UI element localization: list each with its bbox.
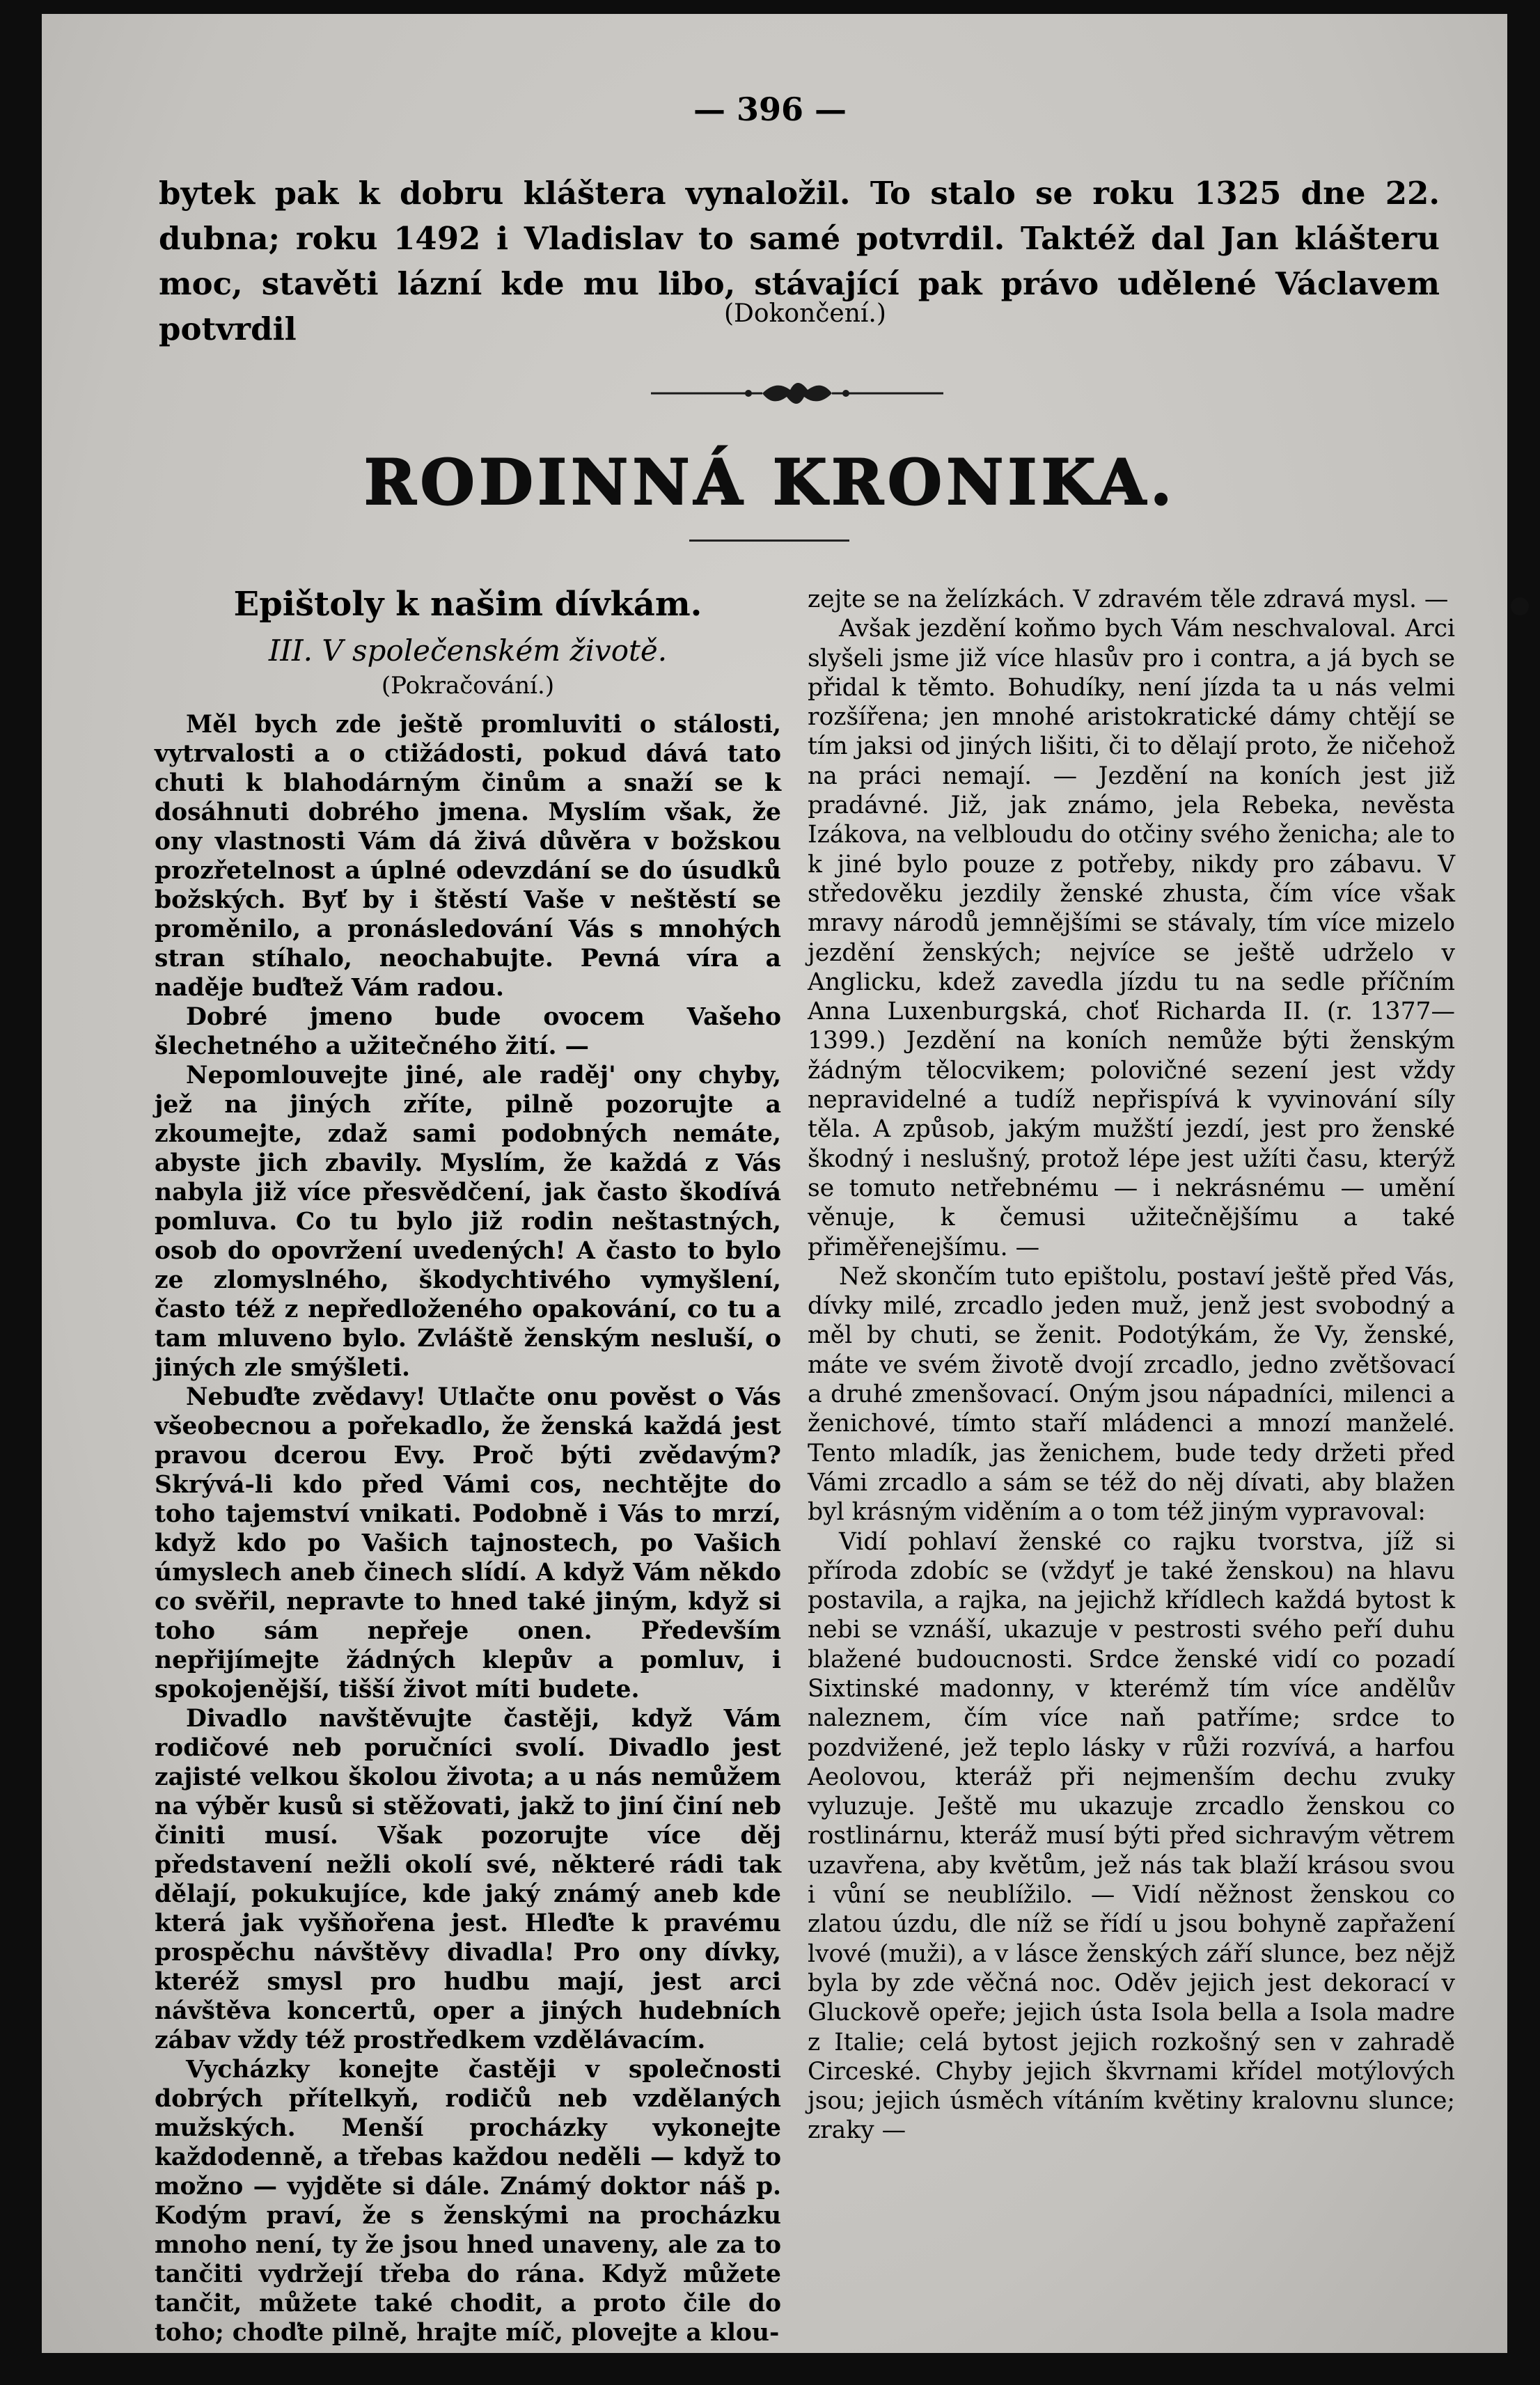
paragraph: Dobré jmeno bude ovocem Vašeho šlechetného a užitečného žití. —	[155, 1003, 781, 1060]
paragraph: Vidí pohlaví ženské co rajku tvorstva, jíž si příroda zdobíc se (vždyť je také ženskou) na hlavu postavila, a rajka, na jejichž křídlech každá bytost k nebi se vznáší, ukazuje v pestrosti svého peří duhu blažené budoucnosti. Srdce ženské vidí co pozadí Sixtinské madonny, v kterémž tím více andělův naleznem, čím více naň patříme; srdce to pozdvižené, jež teplo lásky v růži rozvívá, a harfou Aeolovou, kteráž při nejmenším dechu zvuky vyluzuje. Ještě mu ukazuje zrcadlo ženskou co rostlinárnu, kteráž musí býti před sichravým větrem uzavřena, aby květům, jež nás tak blaží krásou svou i vůní se neublížilo. — Vidí něžnost ženskou co zlatou úzdu, dle níž se řídí u jsou bohyně zapřažení lvové (muži), a v lásce ženských září slunce, bez nějž byla by zde věčná noc. Oděv jejich jest dekorací v Gluckově opeře; jejich ústa Isola bella a Isola madre z Italie; celá bytost jejich rozkošný sen v zahradě Circeské. Chyby jejich škvrnami křídel motýlových jsou; jejich úsměch vítáním květiny kralovnu slunce; zraky —	[808, 1527, 1455, 2145]
title-rule	[689, 540, 849, 542]
page-number: — 396 —	[693, 90, 847, 128]
article-subtitle: III. V společenském životě.	[268, 633, 668, 668]
paragraph: Divadlo navštěvujte častěji, když Vám rodičové neb poručníci svolí. Divadlo jest zajisté velkou školou života; a u nás nemůžem na výběr kusů si stěžovati, jakž to jiní činí neb činiti musí. Však pozorujte více děj představení nežli okolí své, některé rádi tak dělají, pokukujíce, kde jaký známý aneb kde která jak vyšňořena jest. Hleďte k pravému prospěchu návštěvy divadla! Pro ony dívky, kteréž smysl pro hudbu mají, jest arci návštěva koncertů, oper a jiných hudebních zábav vždy též prostředkem vzdělávacím.	[155, 1705, 781, 2054]
ornament-divider	[651, 372, 943, 414]
paragraph: zejte se na želízkách. V zdravém těle zdravá mysl. —	[808, 585, 1449, 613]
article-title: Epištoly k našim dívkám.	[233, 585, 702, 624]
paragraph: Měl bych zde ještě promluviti o stálosti, vytrvalosti a o ctižádosti, pokud dává tato chuti k blahodárným činům a snaží se k dosáhnuti dobrého jmena. Myslím však, že ony vlastnosti Vám dá živá důvěra v božskou prozřetelnost a úplné odevzdání se do úsudků božských. Byť by i štěstí Vaše v neštěstí se proměnilo, a pronásledování Vás s mnohých stran stíhalo, neochabujte. Pevná víra a naděje buďtež Vám radou.	[155, 711, 781, 1002]
intro-text: bytek pak k dobru kláštera vynaložil. To stalo se roku 1325 dne 22. dubna; roku 1492 i Vladislav to samé potvrdil. Taktéž dal Jan klášteru moc, stavěti lázní kde mu libo, stávající pak právo udělené Václavem potvrdil	[159, 175, 1440, 347]
paragraph: Nepomlouvejte jiné, ale raděj' ony chyby, jež na jiných zříte, pilně pozorujte a zkoumejte, zdaž sami podobných nemáte, abyste jich zbavily. Myslím, že každá z Vás nabyla již více přesvědčení, jak často škodívá pomluva. Co tu bylo již rodin neštastných, osob do opovržení uvedených! A často to bylo ze zlomyslného, škodychtivého vymyšlení, často též z nepředloženého opakování, co tu a tam mluveno bylo. Zvláště ženským nesluší, o jiných zle smýšleti.	[155, 1062, 781, 1382]
paragraph: Nebuďte zvědavy! Utlačte onu pověst o Vás všeobecnou a pořekadlo, že ženská každá jest pravou dcerou Evy. Proč býti zvědavým? Skrývá-li kdo před Vámi cos, nechtějte do toho tajemství vnikati. Podobně i Vás to mrzí, když kdo po Vašich tajnostech, po Vašich úmyslech aneb činech slídí. A když Vám někdo co svěřil, nepravte to hned také jiným, když si toho sám nepřeje onen. Především nepřijímejte žádných klepův a pomluv, i spokojenější, tišší život míti budete.	[155, 1383, 781, 1703]
paragraph: Vycházky konejte častěji v společnosti dobrých přítelkyň, rodičů neb vzdělaných mužských. Menší procházky vykonejte každodenně, a třebas každou neděli — když to možno — vyjděte si dále. Známý doktor náš p. Kodým praví, že s ženskými na procházku mnoho není, ty že jsou hned unaveny, ale za to tančiti vydržejí třeba do rána. Když můžete tančit, můžete také chodit, a proto čile do toho; choďte pilně, hrajte míč, plovejte a klou-	[155, 2056, 781, 2347]
article-continued: (Pokračování.)	[381, 672, 555, 700]
paragraph: Než skončím tuto epištolu, postaví ještě před Vás, dívky milé, zrcadlo jeden muž, jenž jest svobodný a měl by chuti, se ženit. Podotýkám, že Vy, ženské, máte ve svém životě dvojí zrcadlo, jedno zvětšovací a druhé zmenšovací. Oným jsou nápadníci, milenci a ženichové, tímto staří mládenci a mnozí manželé. Tento mladík, jas ženichem, bude tedy držeti před Vámi zrcadlo a sám se též do něj dívati, aby blažen byl krásným viděním a o tom též jiným vypravoval:	[808, 1262, 1455, 1527]
section-title: RODINNÁ KRONIKA.	[363, 446, 1177, 519]
left-column	[155, 710, 781, 2347]
paragraph: Avšak jezdění koňmo bych Vám neschvaloval. Arci slyšeli jsme již více hlasův pro i contra, a já bych se přidal k těmto. Bohudíky, není jízda ta u nás velmi rozšířena; jen mnohé aristokratické dámy chtějí se tím jaksi od jiných lišiti, či to dělají proto, že ničehož na práci nemají. — Jezdění na koních jest již pradávné. Již, jak známo, jela Rebeka, nevěsta Izákova, na velbloudu do otčiny svého ženicha; ale to k jiné bylo pouze z potřeby, nikdy pro zábavu. V středověku jezdily ženské zhusta, čím více však mravy národů jemnějšími se stávaly, tím více mizelo jezdění ženských; nejvíce se ještě udrželo v Anglicku, kdež zavedla jízdu tu na sedle příčním Anna Luxenburgská, choť Richarda II. (r. 1377—1399.) Jezdění na koních nemůže býti ženským žádným tělocvikem; polovičné sezení jest vždy nepravidelné a tudíž nepřispívá k vyvinování síly těla. A způsob, jakým mužští jezdí, jest pro ženské škodný i neslušný, protož lépe jest užíti času, kterýž se tomuto netřebnému — i nekrásnému — umění věnuje, k čemusi užitečnějšímu a také přiměřenejšímu. —	[808, 615, 1455, 1261]
intro-note: (Dokončení.)	[724, 299, 886, 328]
right-column	[808, 585, 1455, 2146]
scan-mark	[1511, 597, 1529, 615]
